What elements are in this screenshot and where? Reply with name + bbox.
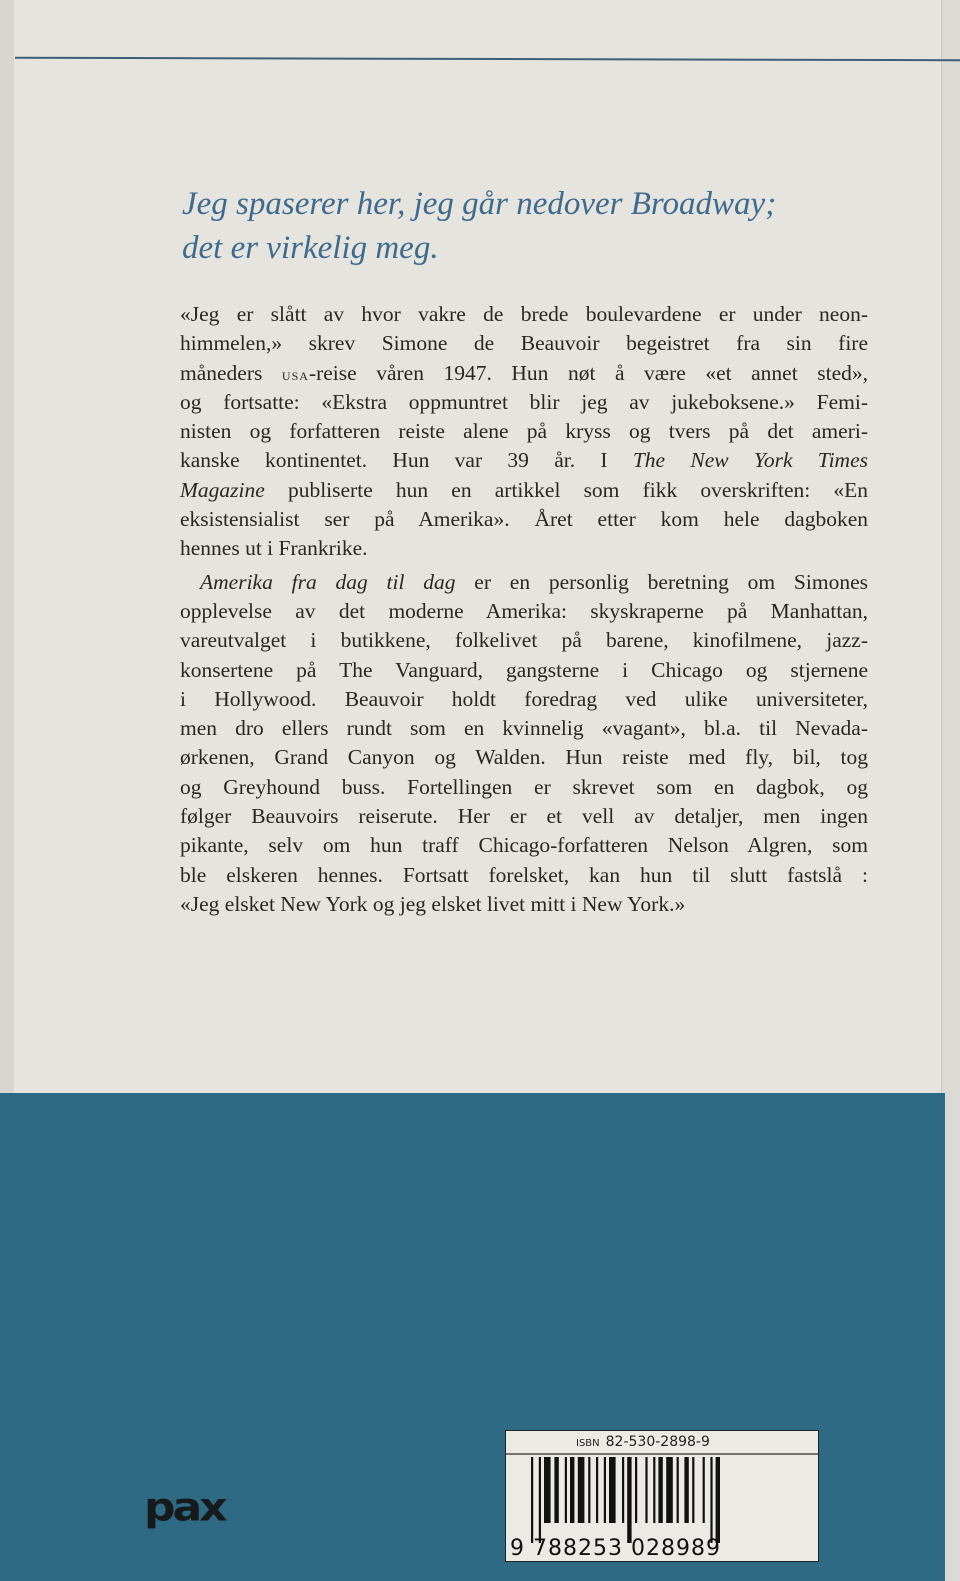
blurb-line <box>180 802 868 831</box>
publisher-logo: pax <box>144 1484 225 1531</box>
barcode-bar <box>658 1457 662 1523</box>
barcode-bar <box>588 1457 590 1523</box>
barcode-bar <box>604 1457 606 1523</box>
barcode-bar <box>716 1457 720 1543</box>
blurb-line <box>180 743 868 772</box>
isbn-text <box>576 1434 710 1450</box>
text-segment: følger Beauvoirs reiserute. Her er et vell av detaljer, men ingen <box>180 804 868 829</box>
barcode-bar <box>596 1457 598 1523</box>
barcode-bar <box>609 1457 616 1523</box>
text-segment: «Jeg er slått av hvor vakre de brede boulevardene er under neon- <box>180 302 868 326</box>
blurb-line <box>180 505 868 534</box>
text-segment: publiserte hun en artikkel som fikk overskriften: «En <box>264 477 868 502</box>
text-segment: «Jeg elsket New York og jeg elsket livet mitt i New York.» <box>180 891 686 916</box>
top-rule <box>15 57 960 61</box>
isbn-label: ISBN <box>576 1438 600 1449</box>
barcode-bar <box>544 1457 551 1523</box>
barcode-bar <box>653 1457 655 1523</box>
text-segment: pikante, selv om hun traff Chicago-forfatteren Nelson Algren, som <box>180 833 868 858</box>
text-segment: ble elskeren hennes. Fortsatt forelsket, kan hun til slutt fastslå : <box>180 862 868 887</box>
text-segment: i Hollywood. Beauvoir holdt foredrag ved ulike universiteter, <box>180 686 868 711</box>
text-segment: nisten og forfatteren reiste alene på kryss og tvers på det ameri- <box>180 419 868 444</box>
text-segment: måneders <box>180 360 282 385</box>
text-segment: og Greyhound buss. Fortellingen er skrevet som en dagbok, og <box>180 774 868 799</box>
text-segment: ørkenen, Grand Canyon og Walden. Hun reiste med fly, bil, tog <box>180 745 868 770</box>
barcode-bar <box>622 1457 624 1523</box>
blurb-line <box>180 656 868 685</box>
ean-number: 9 788253 028989 <box>510 1536 721 1561</box>
barcode-bar <box>677 1457 679 1523</box>
blurb-line <box>180 685 868 714</box>
barcode-bar <box>554 1457 558 1523</box>
blurb-line <box>180 476 868 505</box>
text-segment: men dro ellers rundt som en kvinnelig «vagant», bl.a. til Nevada- <box>180 716 868 741</box>
barcode-separator <box>506 1453 818 1455</box>
blurb-line <box>180 446 868 475</box>
barcode-bar <box>531 1457 533 1543</box>
pull-quote-line: det er virkelig meg. <box>182 230 439 266</box>
barcode-bar <box>570 1457 574 1523</box>
blurb-line <box>180 714 868 743</box>
isbn-barcode <box>505 1430 819 1562</box>
isbn-number: 82-530-2898-9 <box>605 1434 710 1450</box>
blurb-line <box>180 388 868 417</box>
barcode-bar <box>627 1457 631 1543</box>
text-segment: usa <box>281 364 309 384</box>
barcode-bar <box>565 1457 567 1523</box>
blurb-line <box>180 417 868 446</box>
text-segment: himmelen,» skrev Simone de Beauvoir begeistret fra sin fire <box>180 331 868 356</box>
text-segment: konsertene på The Vanguard, gangsterne i Chicago og stjernene <box>180 657 868 682</box>
blurb-line <box>180 831 868 860</box>
italic-title-text: The New York Times <box>632 448 868 473</box>
text-segment: er en personlig beretning om Simones <box>455 569 868 594</box>
blurb-line <box>180 773 868 802</box>
text-segment: kanske kontinentet. Hun var 39 år. I <box>180 448 633 473</box>
barcode-bar <box>703 1457 705 1523</box>
blurb-line <box>180 597 868 626</box>
blurb-line <box>180 359 868 388</box>
pull-quote-line: Jeg spaserer her, jeg går nedover Broadway; <box>182 186 777 222</box>
barcode-bar <box>539 1457 541 1543</box>
italic-title-text: Magazine <box>180 477 265 502</box>
text-segment: opplevelse av det moderne Amerika: skyskraperne på Manhattan, <box>180 598 868 623</box>
blurb-text <box>180 300 868 919</box>
blurb-line <box>180 890 868 919</box>
barcode-bars <box>531 1457 811 1543</box>
blurb-line <box>180 300 868 329</box>
barcode-bar <box>635 1457 637 1523</box>
text-segment: vareutvalget i butikkene, folkelivet på barene, kinofilmene, jazz- <box>180 628 868 653</box>
barcode-bar <box>710 1457 712 1543</box>
blurb-line <box>180 568 868 597</box>
barcode-bar <box>666 1457 673 1523</box>
blurb-line <box>180 534 868 563</box>
blurb-line <box>180 861 868 890</box>
barcode-bar <box>645 1457 647 1523</box>
italic-title-text: Amerika fra dag til dag <box>200 569 456 594</box>
text-segment: og fortsatte: «Ekstra oppmuntret blir jeg av jukeboksene.» Femi- <box>180 389 868 414</box>
pull-quote <box>182 182 882 270</box>
text-segment: hennes ut i Frankrike. <box>180 536 368 561</box>
barcode-bar <box>684 1457 688 1523</box>
blurb-line <box>180 626 868 655</box>
text-segment: eksistensialist ser på Amerika». Året etter kom hele dagboken <box>180 507 868 532</box>
text-segment: -reise våren 1947. Hun nøt å være «et annet sted», <box>308 360 868 385</box>
blurb-line <box>180 329 868 358</box>
barcode-bar <box>578 1457 585 1523</box>
barcode-bar <box>692 1457 694 1523</box>
